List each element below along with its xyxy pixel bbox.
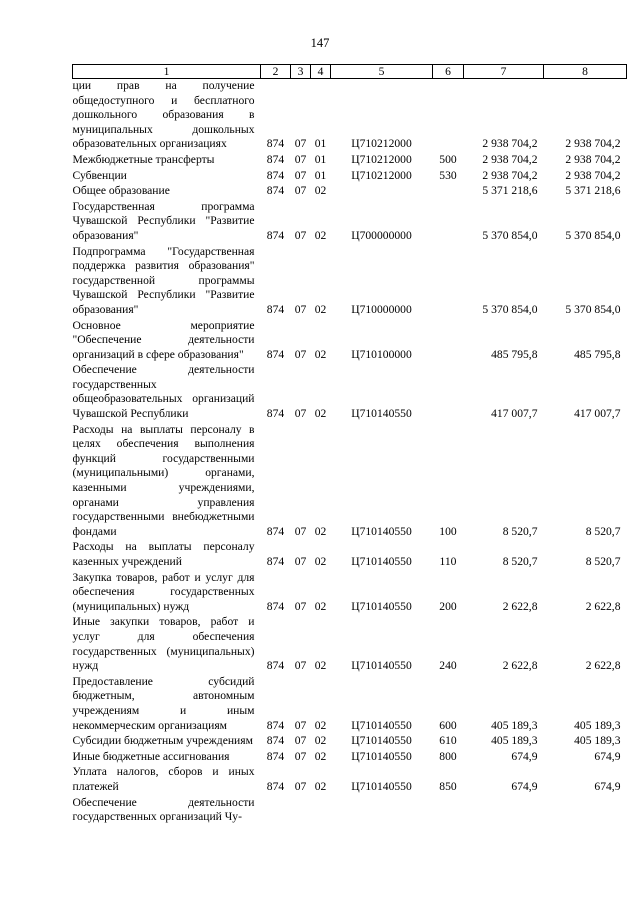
row-amount-1: 2 622,8 xyxy=(502,599,538,613)
row-subsection: 02 xyxy=(314,407,327,421)
row-amount-2: 2 938 704,2 xyxy=(565,152,621,166)
table-body xyxy=(73,79,627,826)
row-amount-1: 485 795,8 xyxy=(491,347,538,361)
row-subsection: 02 xyxy=(314,555,327,568)
row-subsection: 02 xyxy=(314,779,327,793)
row-name: Субвенции xyxy=(72,168,127,182)
table-row xyxy=(73,571,627,616)
row-target-article: Ц710100000 xyxy=(351,347,412,361)
row-expense-type xyxy=(433,184,464,200)
row-name: Иные закупки товаров, работ и услуг для обеспечения государственных (муниципальных) нужд xyxy=(72,615,255,673)
row-admin-code: 874 xyxy=(266,524,285,538)
row-target-article: Ц710140550 xyxy=(351,524,412,538)
row-amount-1: 405 189,3 xyxy=(491,718,538,732)
row-target-article: Ц700000000 xyxy=(351,228,412,242)
row-section xyxy=(291,796,311,826)
row-expense-type: 610 xyxy=(439,734,457,748)
table-row xyxy=(73,615,627,674)
row-admin-code xyxy=(261,796,291,826)
row-name: Обеспечение деятельности государственных общеобразовательных организаций Чувашской Республики xyxy=(72,363,255,421)
header-col-7: 7 xyxy=(464,65,544,79)
row-name: Иные бюджетные ассигнования xyxy=(72,749,230,763)
row-target-article: Ц710140550 xyxy=(351,718,412,732)
row-admin-code: 874 xyxy=(266,555,285,568)
row-section: 07 xyxy=(294,137,307,151)
row-target-article: Ц710140550 xyxy=(351,407,412,421)
table-row xyxy=(73,796,627,826)
row-subsection: 02 xyxy=(314,184,327,198)
header-col-4: 4 xyxy=(311,65,331,79)
row-amount-2: 2 622,8 xyxy=(585,599,621,613)
row-subsection: 02 xyxy=(314,599,327,613)
row-amount-2: 405 189,3 xyxy=(574,718,621,732)
table-row xyxy=(73,319,627,364)
row-target-article: Ц710140550 xyxy=(351,555,412,568)
row-admin-code: 874 xyxy=(266,749,285,763)
table-row xyxy=(73,184,627,200)
header-col-1: 1 xyxy=(73,65,261,79)
row-expense-type: 850 xyxy=(439,779,457,793)
row-expense-type xyxy=(433,363,464,422)
row-subsection: 01 xyxy=(314,168,327,182)
budget-table xyxy=(72,64,627,826)
row-amount-2: 5 370 854,0 xyxy=(565,228,621,242)
row-amount-2: 485 795,8 xyxy=(574,347,621,361)
row-section: 07 xyxy=(294,168,307,182)
table-row xyxy=(73,540,627,570)
row-subsection: 02 xyxy=(314,302,327,316)
row-section: 07 xyxy=(294,228,307,242)
row-section: 07 xyxy=(294,184,307,198)
row-amount-1: 417 007,7 xyxy=(491,407,538,421)
row-section: 07 xyxy=(294,524,307,538)
row-amount-2: 5 370 854,0 xyxy=(565,302,621,316)
table-row xyxy=(73,765,627,795)
row-admin-code: 874 xyxy=(266,599,285,613)
row-amount-2: 674,9 xyxy=(594,779,621,793)
row-admin-code: 874 xyxy=(266,152,285,166)
row-section: 07 xyxy=(294,555,307,568)
row-amount-2: 2 622,8 xyxy=(585,659,621,673)
row-amount-1: 2 622,8 xyxy=(502,659,538,673)
row-target-article: Ц710140550 xyxy=(351,749,412,763)
row-target-article: Ц710140550 xyxy=(351,659,412,673)
row-expense-type: 200 xyxy=(439,599,457,613)
row-subsection: 02 xyxy=(314,734,327,748)
row-subsection: 02 xyxy=(314,524,327,538)
row-name: ции прав на получение общедоступного и бесплатного дошкольного образования в муниципальных дошкольных образовательных организациях xyxy=(72,79,255,151)
row-amount-1: 2 938 704,2 xyxy=(482,168,538,182)
table-row xyxy=(73,245,627,319)
row-name: Обеспечение деятельности государственных организаций Чу- xyxy=(72,795,255,824)
row-name: Расходы на выплаты персоналу казенных учреждений xyxy=(72,540,255,568)
row-subsection: 02 xyxy=(314,718,327,732)
row-admin-code: 874 xyxy=(266,168,285,182)
row-target-article: Ц710212000 xyxy=(351,168,412,182)
row-section: 07 xyxy=(294,659,307,673)
row-target-article xyxy=(331,796,433,826)
row-expense-type: 100 xyxy=(439,524,457,538)
row-name: Субсидии бюджетным учреждениям xyxy=(72,734,253,748)
row-section: 07 xyxy=(294,599,307,613)
row-subsection: 01 xyxy=(314,152,327,166)
row-expense-type: 530 xyxy=(439,168,457,182)
header-col-5: 5 xyxy=(331,65,433,79)
row-amount-1: 405 189,3 xyxy=(491,734,538,748)
table-row xyxy=(73,750,627,766)
row-expense-type xyxy=(433,796,464,826)
row-amount-2: 8 520,7 xyxy=(585,524,621,538)
row-amount-1: 8 520,7 xyxy=(502,555,538,568)
row-target-article: Ц710140550 xyxy=(351,734,412,748)
row-section: 07 xyxy=(294,152,307,166)
row-target-article: Ц710140550 xyxy=(351,779,412,793)
row-expense-type: 500 xyxy=(439,152,457,166)
row-amount-1: 5 370 854,0 xyxy=(482,302,538,316)
row-target-article: Ц710212000 xyxy=(351,152,412,166)
row-amount-1: 8 520,7 xyxy=(502,524,538,538)
row-section: 07 xyxy=(294,779,307,793)
row-amount-2: 2 938 704,2 xyxy=(565,137,621,151)
row-subsection: 02 xyxy=(314,228,327,242)
row-expense-type: 600 xyxy=(439,718,457,732)
row-section: 07 xyxy=(294,749,307,763)
row-admin-code: 874 xyxy=(266,734,285,748)
row-name: Государственная программа Чувашской Республики "Развитие образования" xyxy=(72,199,255,242)
header-col-6: 6 xyxy=(433,65,464,79)
row-amount-1 xyxy=(464,796,544,826)
row-name: Общее образование xyxy=(72,184,170,198)
row-admin-code: 874 xyxy=(266,228,285,242)
table-row xyxy=(73,79,627,153)
table-row xyxy=(73,363,627,422)
header-col-2: 2 xyxy=(261,65,291,79)
row-section: 07 xyxy=(294,302,307,316)
row-amount-2: 674,9 xyxy=(594,749,621,763)
row-subsection xyxy=(311,796,331,826)
row-name: Закупка товаров, работ и услуг для обеспечения государственных (муниципальных) нужд xyxy=(72,570,255,613)
table-row xyxy=(73,153,627,169)
row-expense-type: 800 xyxy=(439,749,457,763)
row-name: Расходы на выплаты персоналу в целях обеспечения выполнения функций государственными (муниципальными) органами, казенными учреждениями, органами управления государственными внебюджетными фондами xyxy=(72,422,255,538)
header-col-3: 3 xyxy=(291,65,311,79)
header-row xyxy=(73,65,627,79)
row-subsection: 02 xyxy=(314,347,327,361)
row-name: Уплата налогов, сборов и иных платежей xyxy=(72,765,255,793)
row-admin-code: 874 xyxy=(266,718,285,732)
row-amount-1: 674,9 xyxy=(511,749,538,763)
table-row xyxy=(73,423,627,541)
row-amount-2: 417 007,7 xyxy=(574,407,621,421)
row-section: 07 xyxy=(294,407,307,421)
row-target-article: Ц710140550 xyxy=(351,599,412,613)
row-admin-code: 874 xyxy=(266,347,285,361)
row-section: 07 xyxy=(294,718,307,732)
row-admin-code: 874 xyxy=(266,302,285,316)
row-expense-type xyxy=(433,79,464,153)
row-subsection: 01 xyxy=(314,137,327,151)
row-admin-code: 874 xyxy=(266,407,285,421)
row-amount-1: 674,9 xyxy=(511,779,538,793)
page-number: 147 xyxy=(310,36,330,50)
row-name: Подпрограмма "Государственная поддержка развития образования" государственной программы Чувашской Республики "Развитие образования" xyxy=(72,244,255,316)
row-subsection: 02 xyxy=(314,659,327,673)
table-row xyxy=(73,675,627,734)
row-section: 07 xyxy=(294,734,307,748)
row-name: Предоставление субсидий бюджетным, автономным учреждениям и иным некоммерческим организациям xyxy=(72,674,255,732)
row-target-article xyxy=(331,184,433,200)
table-row xyxy=(73,200,627,245)
row-name: Межбюджетные трансферты xyxy=(72,152,215,166)
row-expense-type xyxy=(433,245,464,319)
row-name: Основное мероприятие "Обеспечение деятельности организаций в сфере образования" xyxy=(72,318,255,361)
row-amount-2: 8 520,7 xyxy=(585,555,621,568)
row-admin-code: 874 xyxy=(266,779,285,793)
row-amount-2: 2 938 704,2 xyxy=(565,168,621,182)
table-row xyxy=(73,734,627,750)
row-expense-type xyxy=(433,319,464,364)
row-amount-2: 405 189,3 xyxy=(574,734,621,748)
row-expense-type: 110 xyxy=(439,555,457,568)
row-amount-1: 5 370 854,0 xyxy=(482,228,538,242)
row-admin-code: 874 xyxy=(266,659,285,673)
row-admin-code: 874 xyxy=(266,184,285,198)
row-amount-2: 5 371 218,6 xyxy=(565,184,621,198)
row-admin-code: 874 xyxy=(266,137,285,151)
row-target-article: Ц710212000 xyxy=(351,137,412,151)
row-amount-2 xyxy=(544,796,627,826)
row-target-article: Ц710000000 xyxy=(351,302,412,316)
row-amount-1: 5 371 218,6 xyxy=(482,184,538,198)
row-amount-1: 2 938 704,2 xyxy=(482,137,538,151)
header-col-8: 8 xyxy=(544,65,627,79)
row-expense-type: 240 xyxy=(439,659,457,673)
row-expense-type xyxy=(433,200,464,245)
row-section: 07 xyxy=(294,347,307,361)
row-subsection: 02 xyxy=(314,749,327,763)
row-amount-1: 2 938 704,2 xyxy=(482,152,538,166)
table-row xyxy=(73,169,627,185)
